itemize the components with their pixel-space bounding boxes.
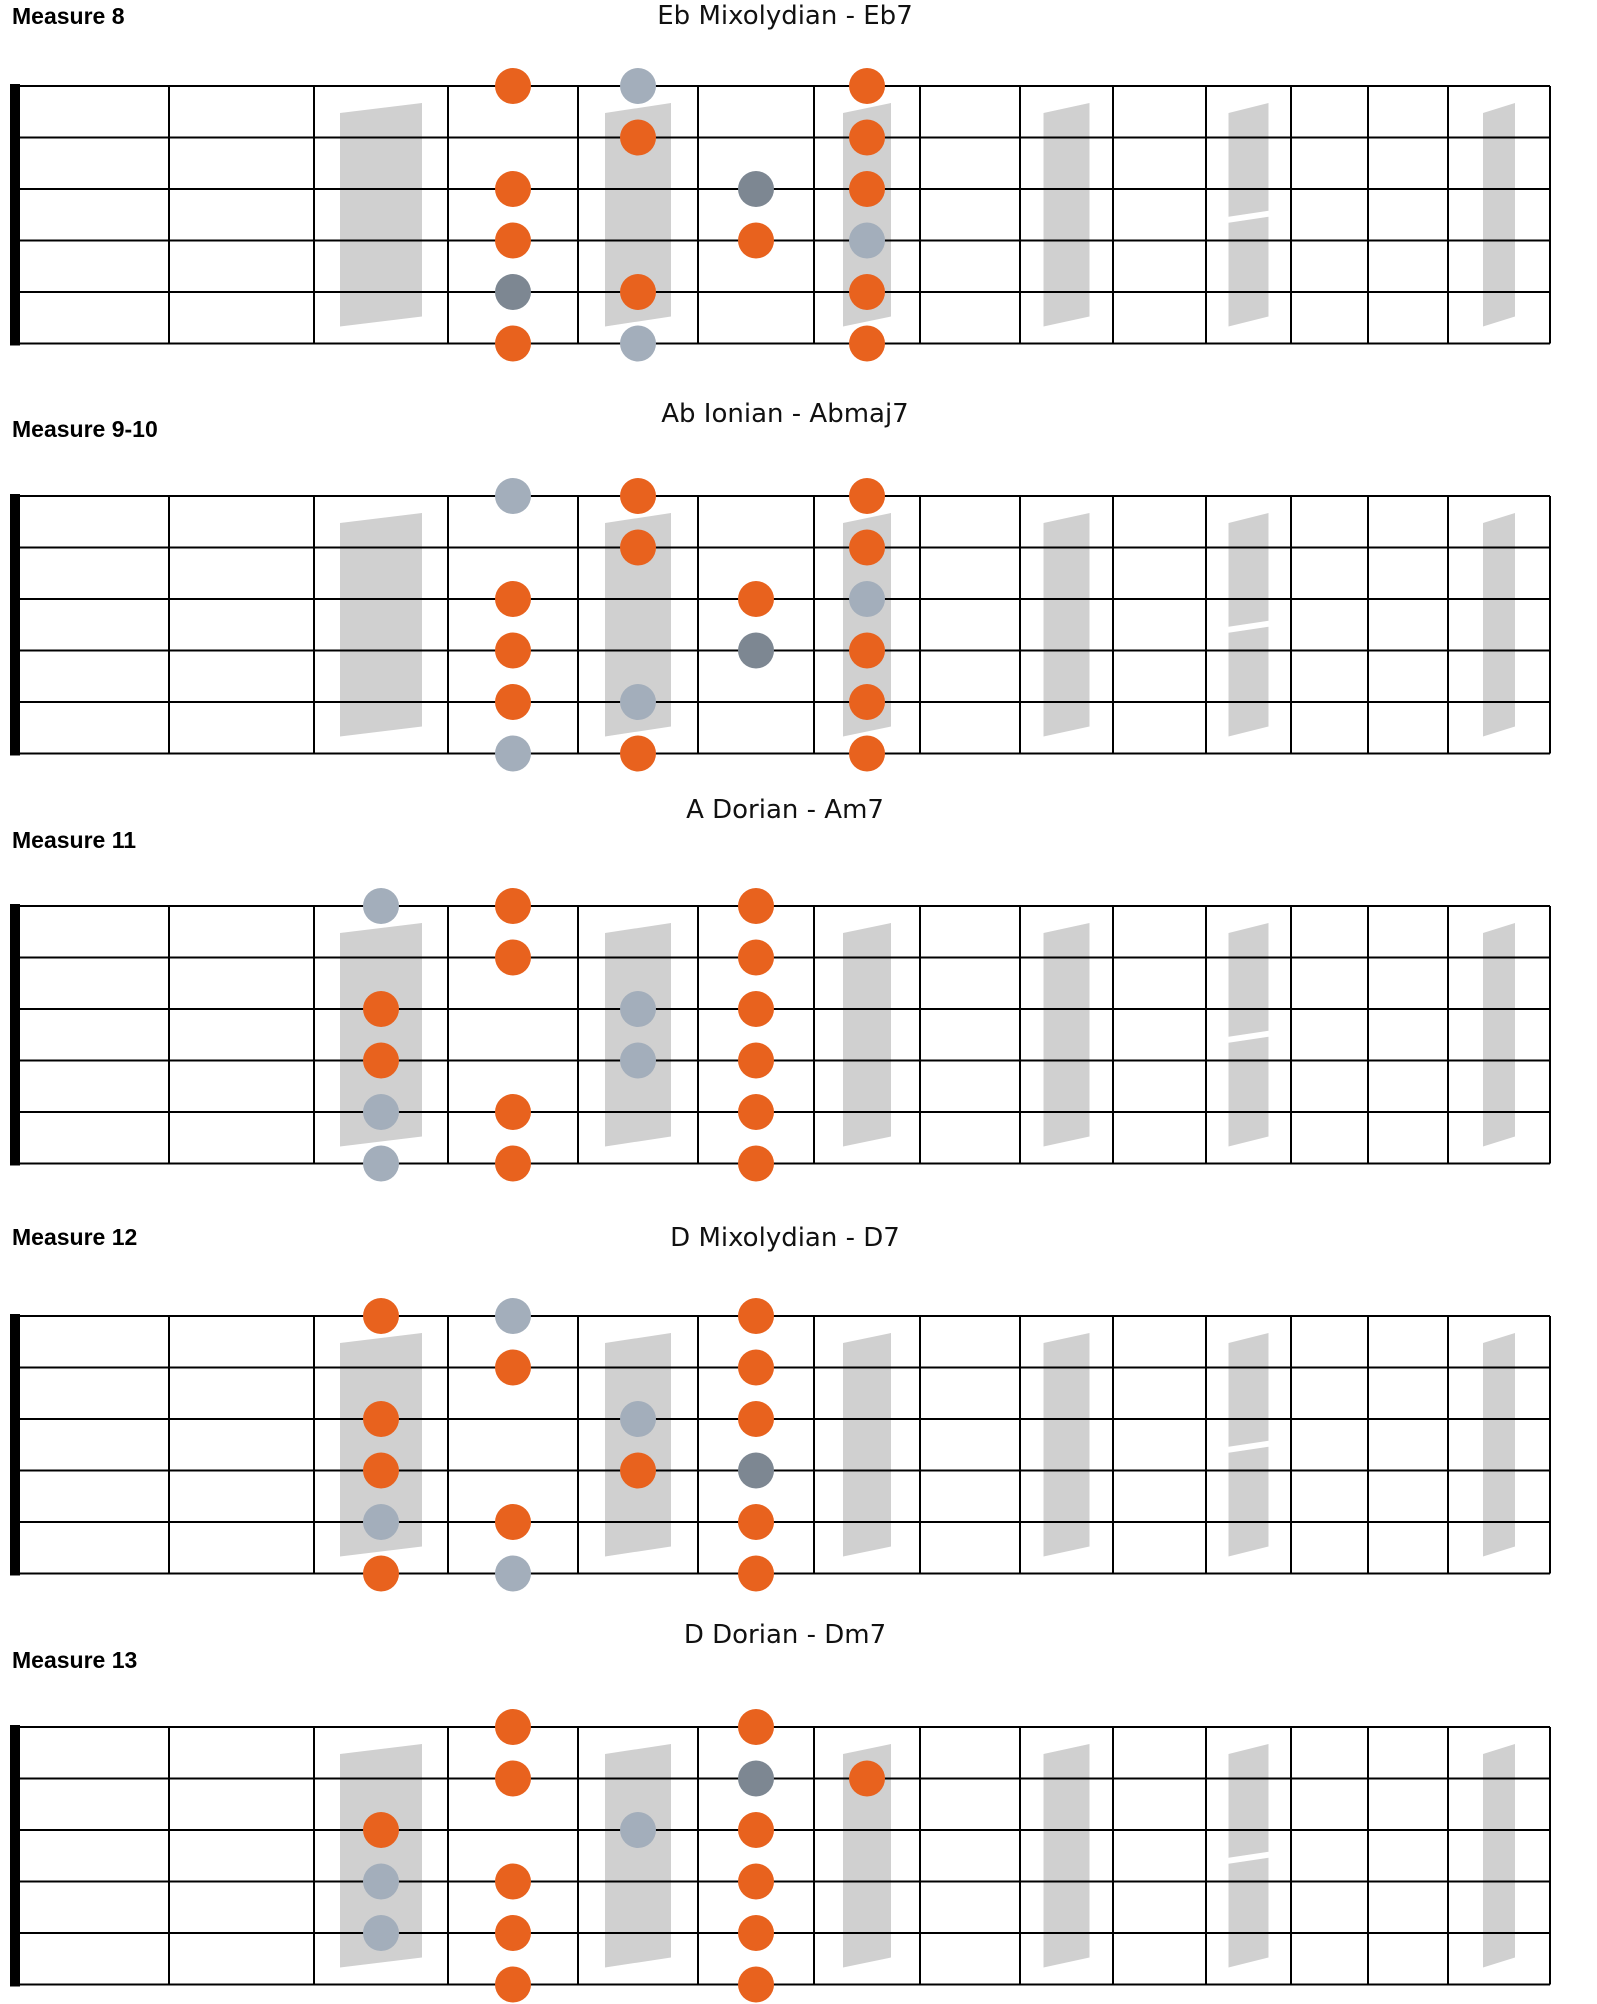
nut	[10, 1725, 20, 1987]
scale-tone-dot	[363, 888, 399, 924]
scale-tone-dot	[495, 736, 531, 772]
fret-inlay	[1229, 513, 1269, 627]
scale-tone-dot	[620, 991, 656, 1027]
scale-tone-dot	[495, 1298, 531, 1334]
nut	[10, 84, 20, 346]
fret-inlay	[1229, 923, 1269, 1037]
chord-tone-dot	[495, 1915, 531, 1951]
scale-tone-dot	[363, 1146, 399, 1182]
fretboard-1	[10, 1, 1550, 362]
scale-tone-dot	[495, 478, 531, 514]
chord-tone-dot	[495, 1094, 531, 1130]
chord-tone-dot	[363, 1043, 399, 1079]
chord-tone-dot	[849, 633, 885, 669]
scale-tone-dot	[363, 1094, 399, 1130]
chord-tone-dot	[738, 1401, 774, 1437]
fretboard-2	[10, 399, 1550, 772]
chord-tone-dot	[738, 223, 774, 259]
chord-tone-dot	[849, 736, 885, 772]
chord-tone-dot	[363, 1812, 399, 1848]
chord-tone-dot	[738, 1146, 774, 1182]
chord-tone-dot	[738, 1504, 774, 1540]
scale-tone-dot	[620, 684, 656, 720]
chord-tone-dot	[738, 1043, 774, 1079]
chord-tone-dot	[738, 1915, 774, 1951]
nut	[10, 904, 20, 1166]
chord-tone-dot	[363, 1298, 399, 1334]
chord-tone-dot	[495, 68, 531, 104]
overlap-tone-dot	[495, 274, 531, 310]
chord-tone-dot	[363, 1453, 399, 1489]
measure-label: Measure 12	[12, 1224, 138, 1250]
scale-tone-dot	[620, 1401, 656, 1437]
scale-tone-dot	[849, 223, 885, 259]
scale-title: D Mixolydian - D7	[670, 1223, 900, 1253]
chord-tone-dot	[738, 888, 774, 924]
overlap-tone-dot	[738, 633, 774, 669]
chord-tone-dot	[849, 120, 885, 156]
scale-tone-dot	[363, 1504, 399, 1540]
chord-tone-dot	[849, 326, 885, 362]
scale-tone-dot	[620, 326, 656, 362]
fret-inlay	[1229, 1333, 1269, 1447]
fret-inlay	[1229, 627, 1269, 737]
chord-tone-dot	[620, 1453, 656, 1489]
chord-tone-dot	[620, 736, 656, 772]
chord-tone-dot	[849, 1761, 885, 1797]
chord-tone-dot	[738, 1967, 774, 2003]
chord-tone-dot	[738, 1556, 774, 1592]
chord-tone-dot	[495, 1504, 531, 1540]
nut	[10, 1314, 20, 1576]
chord-tone-dot	[495, 581, 531, 617]
scale-title: Ab Ionian - Abmaj7	[661, 399, 909, 429]
chord-tone-dot	[495, 633, 531, 669]
fret-inlay	[1229, 1447, 1269, 1557]
fret-inlay	[1229, 1744, 1269, 1858]
chord-tone-dot	[849, 684, 885, 720]
chord-tone-dot	[363, 991, 399, 1027]
overlap-tone-dot	[738, 171, 774, 207]
scale-tone-dot	[620, 68, 656, 104]
chord-tone-dot	[738, 1709, 774, 1745]
chord-tone-dot	[495, 326, 531, 362]
chord-tone-dot	[363, 1401, 399, 1437]
scale-tone-dot	[620, 1043, 656, 1079]
scale-tone-dot	[620, 1812, 656, 1848]
scale-tone-dot	[495, 1556, 531, 1592]
scale-tone-dot	[849, 581, 885, 617]
scale-tone-dot	[363, 1864, 399, 1900]
chord-tone-dot	[495, 1146, 531, 1182]
chord-tone-dot	[738, 1298, 774, 1334]
chord-tone-dot	[738, 991, 774, 1027]
fret-inlay	[1229, 1858, 1269, 1968]
fret-inlay	[1229, 217, 1269, 327]
chord-tone-dot	[620, 478, 656, 514]
chord-tone-dot	[495, 1864, 531, 1900]
chord-tone-dot	[738, 1864, 774, 1900]
fretboard-4	[10, 1223, 1550, 1592]
chord-tone-dot	[495, 1350, 531, 1386]
chord-tone-dot	[620, 530, 656, 566]
chord-tone-dot	[738, 1350, 774, 1386]
scale-title: D Dorian - Dm7	[683, 1620, 887, 1650]
overlap-tone-dot	[738, 1453, 774, 1489]
nut	[10, 494, 20, 756]
chord-tone-dot	[495, 1967, 531, 2003]
measure-label: Measure 9-10	[12, 416, 158, 442]
measure-label: Measure 13	[12, 1647, 138, 1673]
scale-title: Eb Mixolydian - Eb7	[657, 1, 913, 31]
chord-tone-dot	[495, 1709, 531, 1745]
chord-tone-dot	[738, 1094, 774, 1130]
chord-tone-dot	[495, 940, 531, 976]
chord-tone-dot	[495, 223, 531, 259]
fretboard-3	[10, 795, 1550, 1182]
chord-tone-dot	[849, 274, 885, 310]
chord-tone-dot	[849, 171, 885, 207]
chord-tone-dot	[620, 274, 656, 310]
fretboard-5	[10, 1620, 1550, 2003]
fret-inlay	[1229, 1037, 1269, 1147]
fret-inlay	[1229, 103, 1269, 217]
chord-tone-dot	[849, 530, 885, 566]
chord-tone-dot	[849, 68, 885, 104]
chord-tone-dot	[620, 120, 656, 156]
chord-tone-dot	[495, 1761, 531, 1797]
chord-tone-dot	[495, 684, 531, 720]
measure-label: Measure 8	[12, 3, 125, 29]
chord-tone-dot	[849, 478, 885, 514]
chord-tone-dot	[738, 940, 774, 976]
measure-label: Measure 11	[12, 827, 137, 853]
chord-tone-dot	[738, 1812, 774, 1848]
chord-tone-dot	[495, 171, 531, 207]
chord-tone-dot	[363, 1556, 399, 1592]
chord-tone-dot	[495, 888, 531, 924]
overlap-tone-dot	[738, 1761, 774, 1797]
scale-title: A Dorian - Am7	[686, 795, 884, 825]
scale-tone-dot	[363, 1915, 399, 1951]
chord-tone-dot	[738, 581, 774, 617]
